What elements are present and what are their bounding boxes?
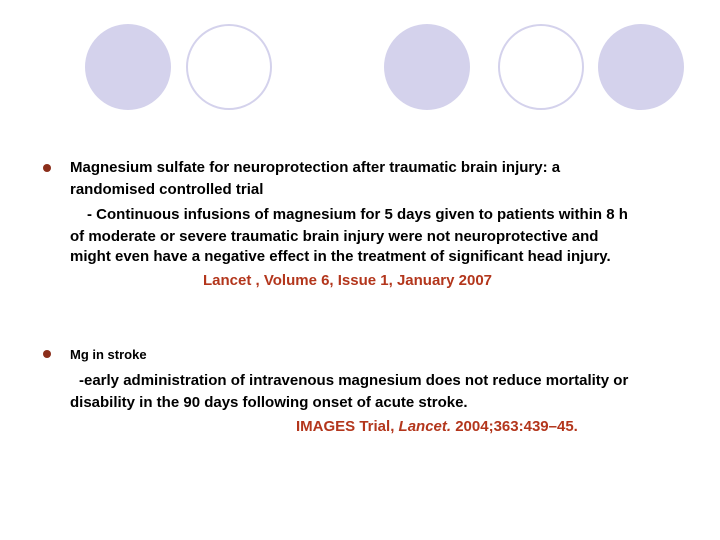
- item2-citation-suffix: 2004;363:439–45.: [455, 418, 578, 435]
- item1-body-line3: might even have a negative effect in the treatment of significant head injury.: [70, 248, 611, 265]
- item2-citation-journal: Lancet.: [398, 418, 452, 435]
- decor-circle-2: [186, 24, 272, 110]
- decor-circle-5: [598, 24, 684, 110]
- decor-circle-1: [85, 24, 171, 110]
- item1-citation: Lancet , Volume 6, Issue 1, January 2007: [203, 272, 493, 289]
- item1-body-line1: - Continuous infusions of magnesium for 5 days given to patients within 8 h: [87, 206, 628, 223]
- item2-citation: [296, 416, 578, 438]
- item2-body-line2: disability in the 90 days following onset of acute stroke.: [70, 394, 468, 411]
- item2-citation-prefix: IMAGES Trial,: [296, 418, 395, 435]
- bullet-2-icon: [43, 350, 51, 358]
- decor-circle-4: [498, 24, 584, 110]
- item2-title: Mg in stroke: [70, 347, 147, 362]
- item1-title-line2: randomised controlled trial: [70, 181, 264, 198]
- bullet-1-icon: [43, 164, 51, 172]
- decor-circle-3: [384, 24, 470, 110]
- item1-title-line1: Magnesium sulfate for neuroprotection after traumatic brain injury: a: [70, 159, 561, 176]
- item1-body-line2: of moderate or severe traumatic brain injury were not neuroprotective and: [70, 228, 599, 245]
- item2-body-line1: -early administration of intravenous magnesium does not reduce mortality or: [79, 372, 629, 389]
